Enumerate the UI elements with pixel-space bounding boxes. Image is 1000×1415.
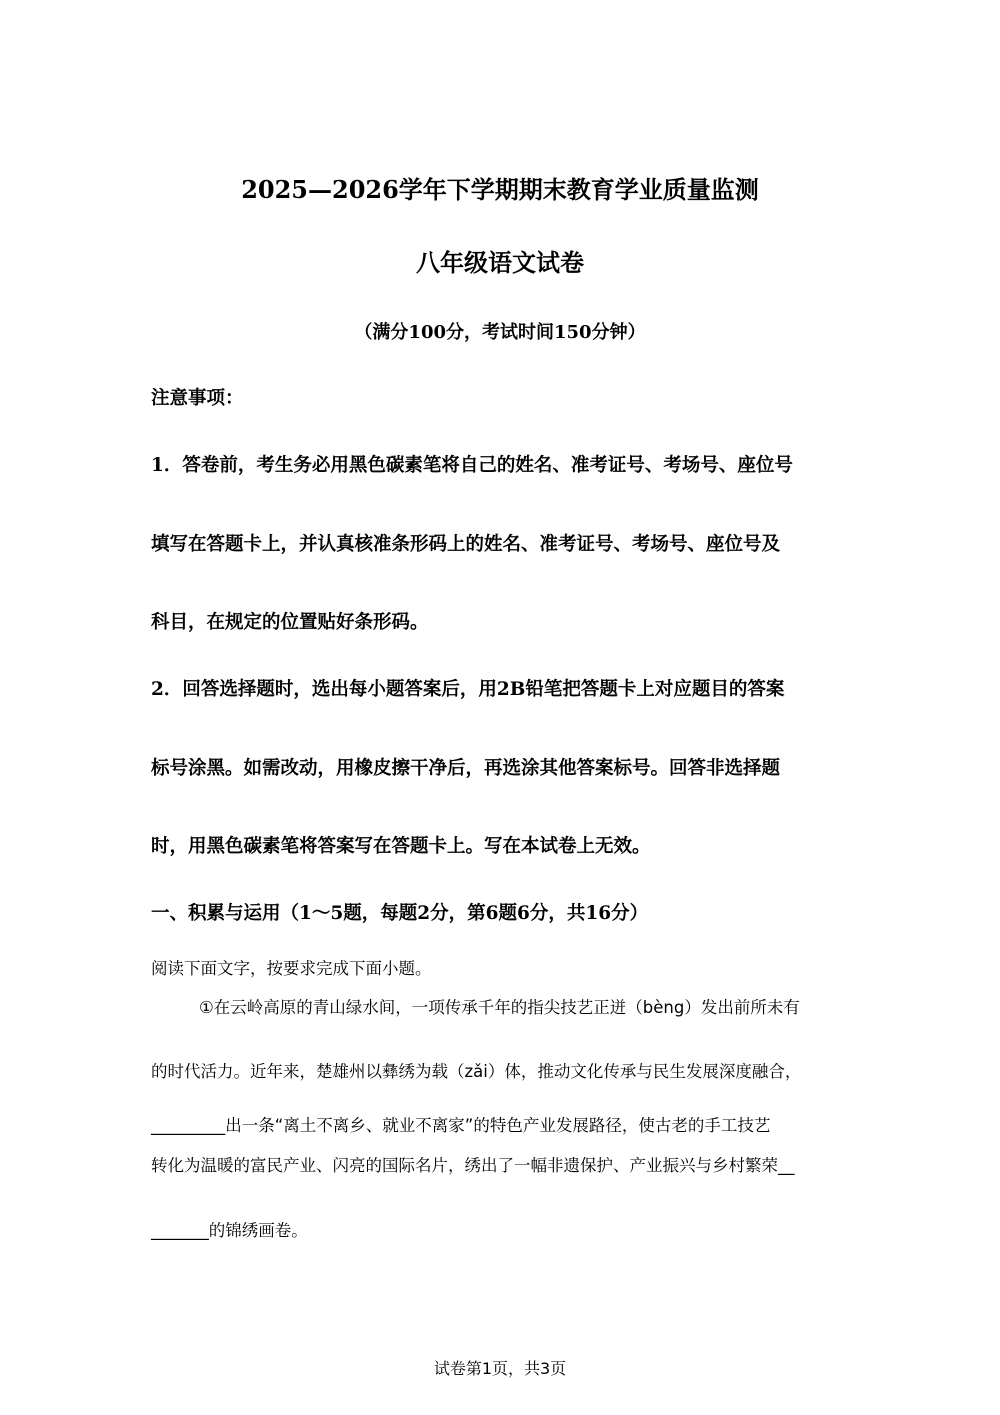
notice-item-2-line-1: 2．回答选择题时，选出每小题答案后，用2B铅笔把答题卡上对应题目的答案 (151, 679, 785, 700)
passage-line-3: _________出一条“离土不离乡、就业不离家”的特色产业发展路径，使古老的手工技艺 (151, 1116, 771, 1135)
notice-item-1-line-1: 1．答卷前，考生务必用黑色碳素笔将自己的姓名、准考证号、考场号、座位号 (151, 455, 793, 476)
score-time-info: （满分100分，考试时间150分钟） (354, 322, 646, 343)
passage-line-2: 的时代活力。近年来，楚雄州以彝绣为载（zǎi）体，推动文化传承与民生发展深度融合， (151, 1062, 802, 1081)
passage-line-1: ①在云岭高原的青山绿水间，一项传承千年的指尖技艺正迸（bèng）发出前所未有 (199, 998, 800, 1017)
notice-item-1-line-3: 科目，在规定的位置贴好条形码。 (151, 612, 429, 633)
page-footer: 试卷第1页，共3页 (433, 1359, 567, 1378)
notice-item-2-line-3: 时，用黑色碳素笔将答案写在答题卡上。写在本试卷上无效。 (151, 836, 651, 857)
exam-title: 2025—2026学年下学期期末教育学业质量监测 (241, 175, 759, 204)
notice-item-1-line-2: 填写在答题卡上，并认真核准条形码上的姓名、准考证号、考场号、座位号及 (151, 534, 781, 555)
exam-subject: 八年级语文试卷 (416, 248, 584, 277)
section-1-instruction: 阅读下面文字，按要求完成下面小题。 (151, 959, 432, 978)
passage-line-5: _______的锦绣画卷。 (151, 1221, 308, 1240)
section-1-heading: 一、积累与运用（1～5题，每题2分，第6题6分，共16分） (151, 903, 649, 924)
notice-item-2-line-2: 标号涂黑。如需改动，用橡皮擦干净后，再选涂其他答案标号。回答非选择题 (151, 758, 781, 779)
passage-line-4: 转化为温暖的富民产业、闪亮的国际名片，绣出了一幅非遗保护、产业振兴与乡村繁荣__ (151, 1156, 795, 1175)
notice-heading: 注意事项： (151, 388, 244, 409)
